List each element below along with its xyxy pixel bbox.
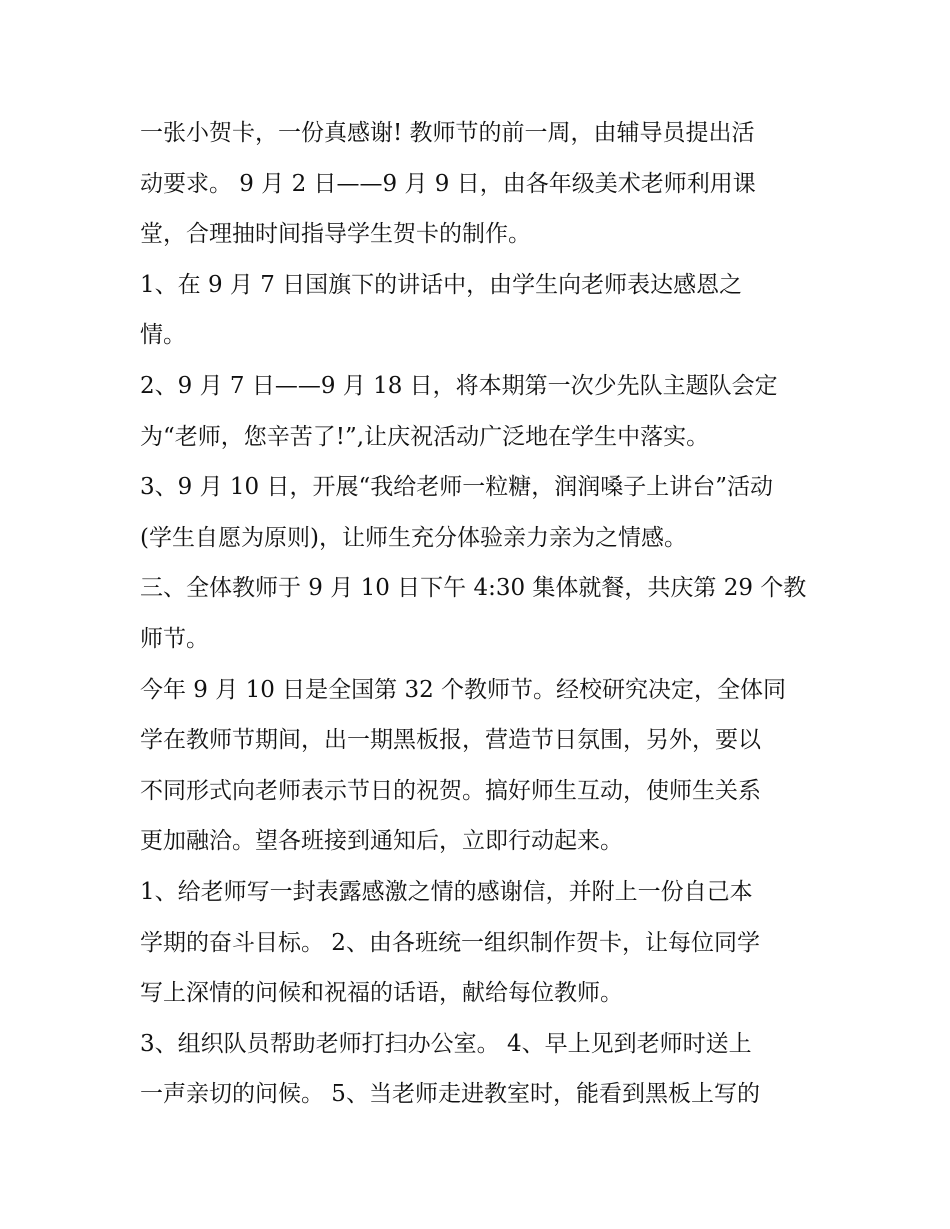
text-line: 学在教师节期间，出一期黑板报，营造节日氛围，另外，要以 bbox=[140, 727, 761, 754]
text-line: 2、9 月 7 日——9 月 18 日，将本期第一次少先队主题队会定 bbox=[140, 372, 778, 399]
text-line: 更加融洽。望各班接到通知后，立即行动起来。 bbox=[140, 828, 623, 855]
text-line: 1、在 9 月 7 日国旗下的讲话中，由学生向老师表达感恩之 bbox=[140, 271, 743, 298]
text-line: 3、9 月 10 日，开展“我给老师一粒糖，润润嗓子上讲台”活动 bbox=[140, 474, 773, 501]
text-line: 师节。 bbox=[140, 625, 209, 652]
text-line: 3、组织队员帮助老师打扫办公室。 4、早上见到老师时送上 bbox=[140, 1030, 752, 1057]
text-line: 一声亲切的问候。 5、当老师走进教室时，能看到黑板上写的 bbox=[140, 1081, 760, 1108]
text-line: 一张小贺卡，一份真感谢! 教师节的前一周，由辅导员提出活 bbox=[140, 120, 755, 146]
document-body bbox=[140, 108, 820, 1120]
text-line: 为“老师，您辛苦了!”,让庆祝活动广泛地在学生中落实。 bbox=[140, 423, 710, 450]
text-line: 写上深情的问候和祝福的话语，献给每位教师。 bbox=[140, 980, 623, 1007]
text-line: 动要求。 9 月 2 日——9 月 9 日，由各年级美术老师利用课 bbox=[140, 170, 756, 197]
text-line: 1、给老师写一封表露感激之情的感谢信，并附上一份自己本 bbox=[140, 878, 753, 905]
text-line: 情。 bbox=[140, 322, 186, 349]
text-line: (学生自愿为原则)，让师生充分体验亲力亲为之情感。 bbox=[140, 524, 687, 551]
text-line: 三、全体教师于 9 月 10 日下午 4:30 集体就餐，共庆第 29 个教 bbox=[140, 575, 807, 602]
text-line: 今年 9 月 10 日是全国第 32 个教师节。经校研究决定，全体同 bbox=[140, 676, 787, 703]
text-line: 学期的奋斗目标。 2、由各班统一组织制作贺卡，让每位同学 bbox=[140, 929, 760, 956]
text-line: 不同形式向老师表示节日的祝贺。搞好师生互动，使师生关系 bbox=[140, 777, 761, 804]
text-line: 堂，合理抽时间指导学生贺卡的制作。 bbox=[140, 221, 531, 248]
